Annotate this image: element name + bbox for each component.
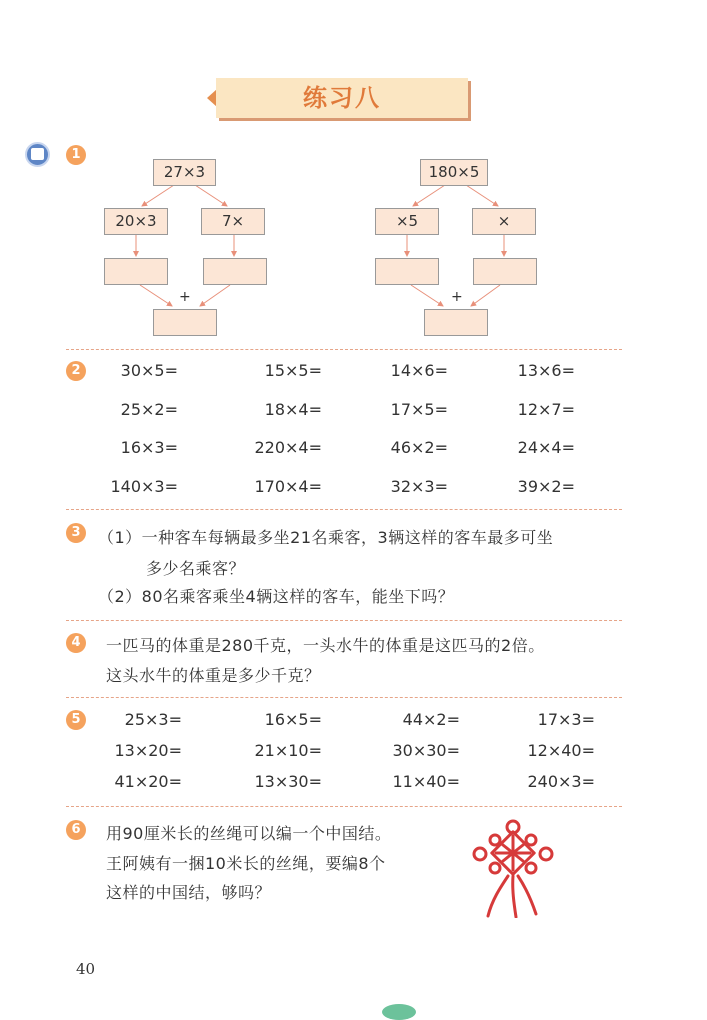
answer-box-left-a[interactable] [104,258,168,285]
calc-item: 16×5= [264,710,322,729]
page-number: 40 [76,960,96,978]
calc-item: 140×3= [110,477,178,496]
exercise-6-line1: 用90厘米长的丝绳可以编一个中国结。 [106,824,392,843]
divider-3 [66,620,622,621]
box-left-top: 27×3 [153,159,216,186]
divider-2 [66,509,622,510]
exercise-5-number: 5 [66,710,86,730]
answer-box-right-b[interactable] [473,258,537,285]
answer-box-right-sum[interactable] [424,309,488,336]
calc-item: 170×4= [254,477,322,496]
calc-item: 39×2= [517,477,575,496]
calc-item: 25×3= [124,710,182,729]
divider-4 [66,697,622,698]
page-title: 练习八 [303,83,381,112]
calc-item: 11×40= [392,772,460,791]
exercise-6-line3: 这样的中国结，够吗？ [106,883,272,902]
exercise-6-number: 6 [66,820,86,840]
arrow-right-1 [413,185,445,206]
flow-arrows [0,0,707,350]
arrow-right-2 [466,185,498,206]
plus-left: + [179,289,192,305]
plus-right: + [451,289,464,305]
calc-item: 17×5= [390,400,448,419]
calc-item: 46×2= [390,438,448,457]
exercise-1-number: 1 [66,145,86,165]
calc-item: 30×30= [392,741,460,760]
calc-item: 32×3= [390,477,448,496]
calc-item: 220×4= [254,438,322,457]
calc-item: 15×5= [264,361,322,380]
calc-item: 12×40= [527,741,595,760]
calc-item: 17×3= [537,710,595,729]
exercise-4-line1: 一匹马的体重是280千克，一头水牛的体重是这匹马的2倍。 [106,636,545,655]
exercise-2-number: 2 [66,361,86,381]
calc-item: 14×6= [390,361,448,380]
calc-item: 41×20= [114,772,182,791]
calc-item: 30×5= [120,361,178,380]
box-right-b: × [472,208,536,235]
answer-box-right-a[interactable] [375,258,439,285]
chinese-knot-icon [470,818,556,918]
calc-item: 12×7= [517,400,575,419]
calc-item: 44×2= [402,710,460,729]
arrow-right-6 [471,285,500,306]
exercise-3-q1-line2: 多少名乘客？ [146,559,246,578]
calc-item: 18×4= [264,400,322,419]
ebook-icon-page [31,148,44,160]
calc-item: 13×6= [517,361,575,380]
box-left-b: 7× [201,208,265,235]
arrow-left-1 [142,185,174,206]
exercise-4-line2: 这头水牛的体重是多少千克？ [106,666,321,685]
box-left-a: 20×3 [104,208,168,235]
divider-1 [66,349,622,350]
arrow-left-5 [140,285,172,306]
calc-item: 21×10= [254,741,322,760]
arrow-right-5 [411,285,443,306]
calc-item: 16×3= [120,438,178,457]
box-right-a: ×5 [375,208,439,235]
answer-box-left-b[interactable] [203,258,267,285]
calc-item: 24×4= [517,438,575,457]
exercise-3-number: 3 [66,523,86,543]
calc-item: 240×3= [527,772,595,791]
exercise-3-q2: （2）80名乘客乘坐4辆这样的客车，能坐下吗？ [98,587,455,606]
page-decoration [382,1004,416,1020]
arrow-left-2 [195,185,227,206]
arrow-left-6 [200,285,230,306]
exercise-4-number: 4 [66,633,86,653]
answer-box-left-sum[interactable] [153,309,217,336]
box-right-top: 180×5 [420,159,488,186]
calc-item: 13×30= [254,772,322,791]
calc-item: 13×20= [114,741,182,760]
calc-item: 25×2= [120,400,178,419]
divider-5 [66,806,622,807]
exercise-3-q1-line1: （1）一种客车每辆最多坐21名乘客，3辆这样的客车最多可坐 [98,528,554,547]
exercise-6-line2: 王阿姨有一捆10米长的丝绳，要编8个 [106,854,386,873]
